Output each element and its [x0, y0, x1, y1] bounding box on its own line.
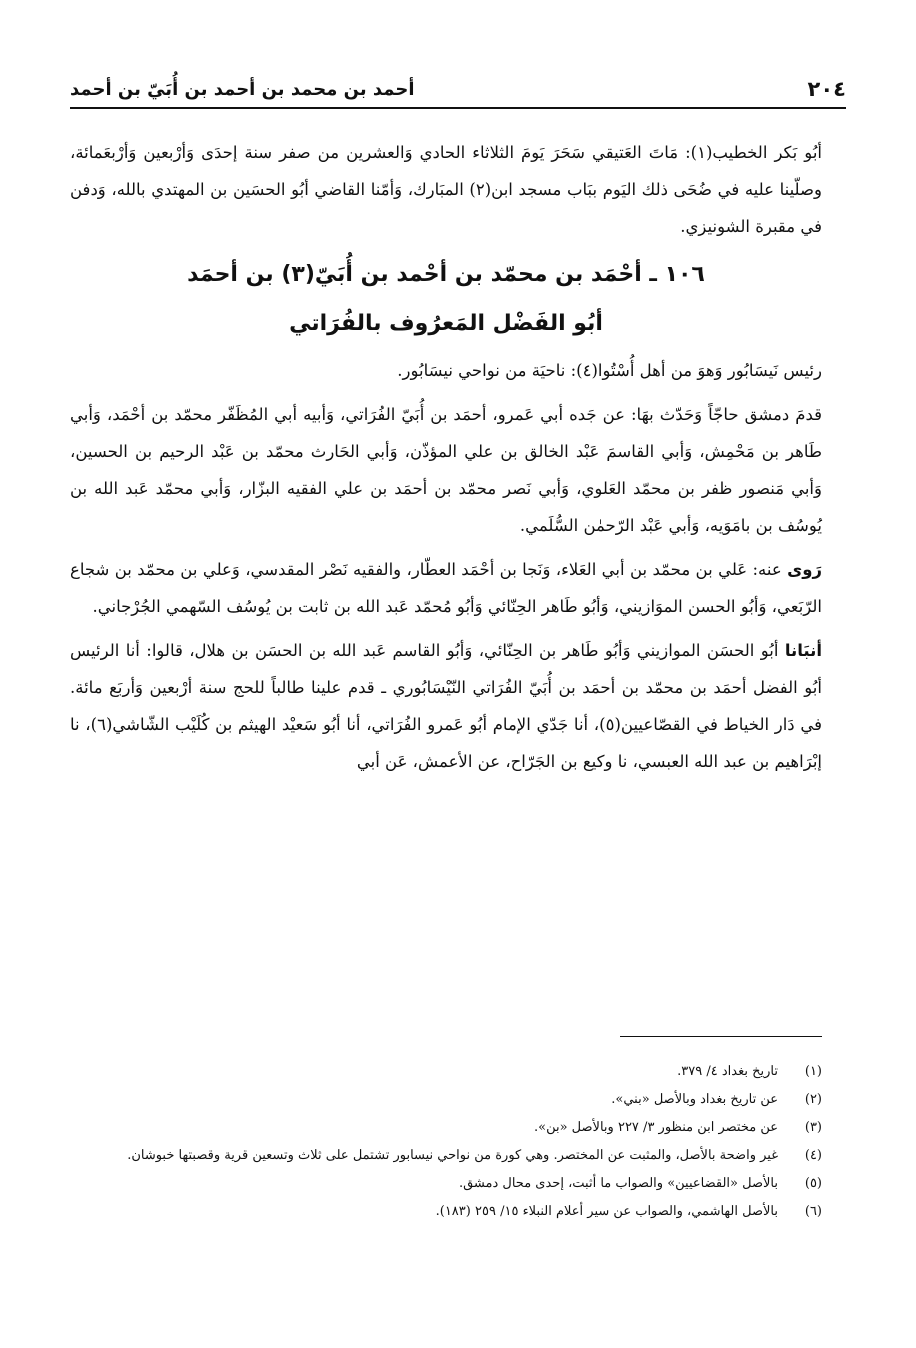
- lead-word-anbana: أنبَانا: [784, 641, 822, 660]
- running-title: أحمد بن محمد بن أحمد بن أُبَيّ بن أحمد: [70, 78, 415, 100]
- footnote-rule: [620, 1036, 822, 1037]
- footnote: [70, 1198, 822, 1226]
- page-header: [70, 72, 846, 106]
- footnote-text: بالأصل «القضاعيين» والصواب ما أثبت، إحدى محال دمشق.: [458, 1176, 778, 1191]
- footnote: [70, 1114, 822, 1142]
- footnote-number: (٣): [804, 1120, 822, 1135]
- page-number: ٢٠٤: [807, 77, 846, 101]
- paragraph-rawa-text: عنه: عَلي بن محمّد بن أبي العَلاء، وَنَجا بن أحْمَد العطّار، والفقيه نَصْر المقدسي، وَعلي بن محمّد بن شجاع الرّبَعي، وَأبُو الحسن الموَازيني، وَأبُو طَاهر الحِنّائي وَأبُو مُحمّد عَبد الله بن ثابت بن يُوسُف السّهمي الجُرْجاني.: [70, 560, 822, 616]
- footnote-number: (٤): [804, 1148, 822, 1163]
- paragraph-rais: رئيس نَيسَابُور وَهوَ من أهل أُسْتُوا(٤): ناحيَة من نواحي نيسَابُور.: [397, 361, 822, 380]
- paragraph-qadima: قدمَ دمشق حاجّاً وَحَدّث بهَا: عن جَده أبي عَمرو، أحمَد بن أُبَيّ الفُرَاتي، وَأبيه أبي المُظَفّر محمّد بن أحْمَد، وَأبي طَاهر بن مَحْمِش، وَأبي القاسمَ عَبْد الخالق بن علي المؤذّن، وَأبي الحَارث محمّد بن عَبْد الرحيم بن الحسين، وَأبي مَنصور ظفر بن محمّد العَلوي، وَأبي نَصر محمّد بن أحمَد بن علي الفقيه البزّار، وَأبي محمّد عَبد الله بن يُوسُف بن بامَوَيه، وَأبي عَبْد الرّحمٰن السُّلَمي.: [70, 405, 822, 535]
- footnote-number: (٦): [804, 1204, 822, 1219]
- paragraph-anbana: [70, 632, 822, 780]
- header-rule: [70, 107, 846, 109]
- entry-heading: ١٠٦ ـ أحْمَد بن محمّد بن أحْمد بن أُبَيّ(٣) بن أحمَد: [187, 262, 705, 287]
- footnote-number: (٢): [804, 1092, 822, 1107]
- paragraph-rawa: [70, 551, 822, 625]
- footnote-text: عن مختصر ابن منظور ٣/ ٢٢٧ وبالأصل «بن».: [533, 1120, 778, 1135]
- footnote-text: بالأصل الهاشمي، والصواب عن سير أعلام النبلاء ١٥/ ٢٥٩ (١٨٣).: [435, 1204, 778, 1219]
- footnote: [70, 1170, 822, 1198]
- footnote-number: (٥): [804, 1176, 822, 1191]
- main-text: [70, 134, 822, 787]
- footnote: [70, 1058, 822, 1086]
- footnote-text: عن تاريخ بغداد وبالأصل «بني».: [611, 1092, 778, 1107]
- footnote-text: تاريخ بغداد ٤/ ٣٧٩.: [677, 1064, 778, 1079]
- footnote-text: غير واضحة بالأصل، والمثبت عن المختصر. وهي كورة من نواحي نيسابور تشتمل على ثلاث وتسعين قرية وقصبتها خبوشان.: [127, 1148, 778, 1163]
- lead-word-rawa: رَوى: [787, 560, 822, 579]
- footnote: [70, 1086, 822, 1114]
- paragraph-anbana-text: أبُو الحسَن الموازيني وَأبُو طَاهر بن الحِنّائي، وَأبُو القاسم عَبد الله بن الحسَن بن هلال، قالوا: أنا الرئيس أبُو الفضل أحمَد بن محمّد بن أحمَد بن أُبَيّ الفُرَاتي النّيْسَابُوري ـ قدم علينا طالباً للحج سنة أرْبعين وَأربَع مائة. في دَار الخياط في القصّاعيين(٥)، أنا جَدّي الإمام أبُو عَمرو الفُرَاتي، أنا أبُو سَعيْد الهيثم بن كُلَيْب الشّاشي(٦)، نا إبْرَاهيم بن عبد الله العبسي، نا وكيع بن الجَرّاح، عن الأعمش، عَن أبي: [70, 641, 822, 771]
- footnotes: [70, 1058, 822, 1226]
- entry-subheading: أبُو الفَضْل المَعرُوف بالفُرَاتي: [289, 311, 603, 336]
- footnote-number: (١): [804, 1064, 822, 1079]
- footnote: [70, 1142, 822, 1170]
- paragraph-intro: أبُو بَكر الخطيب(١): مَاتَ العَتيقي سَحَرَ يَومَ الثلاثاء الحادي وَالعشرين من صفر سنة إحدَى وَأرْبعين وَأرْبعَمائة، وصلّينا عليه في ضُحَى ذلك اليَوم ببَاب مسجد ابن(٢) المبَارك، وَأمّنا القاضي أبُو الحسَين بن المهتدي بالله، وَدفن في مقبرة الشونيزي.: [70, 143, 822, 236]
